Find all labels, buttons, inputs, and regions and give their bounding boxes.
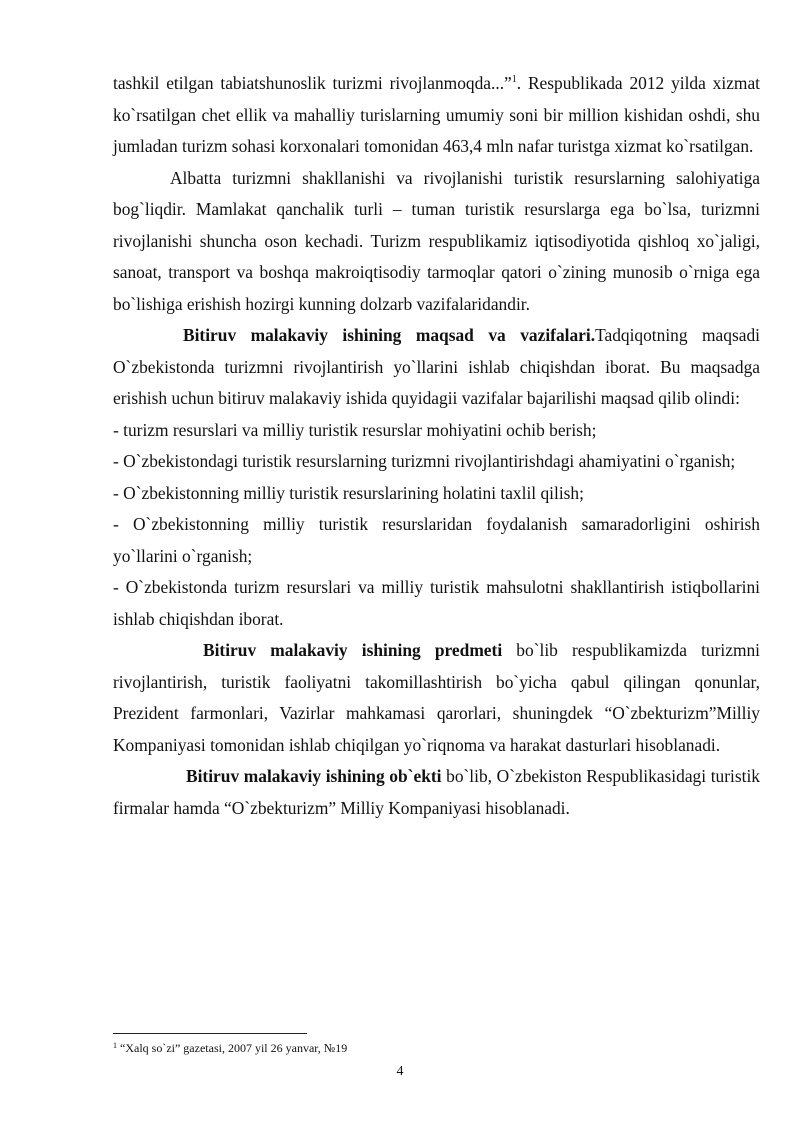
task-item: - O`zbekistondagi turistik resurslarning turizmni rivojlantirishdagi ahamiyatini o`rganish;: [113, 451, 736, 471]
footnote-text: “Xalq so`zi” gazetasi, 2007 yil 26 yanvar, №19: [117, 1041, 348, 1055]
paragraph-goals: [113, 320, 760, 415]
footnote: [113, 1040, 713, 1056]
page-number: 4: [396, 1064, 404, 1079]
task-item: - turizm resurslari va milliy turistik resurslar mohiyatini ochib berish;: [113, 419, 597, 440]
footnote-divider: [113, 1033, 307, 1034]
paragraph-intro-text-a: tashkil etilgan tabiatshunoslik turizmi rivojlanmoqda...”: [113, 73, 512, 93]
paragraph-intro: [113, 68, 760, 163]
body-text: [113, 68, 760, 824]
object-text: bo`lib, O`zbekiston Respublikasidagi turistik firmalar hamda “O`zbekturizm” Milliy Kompaniyasi hisoblanadi.: [113, 766, 760, 818]
object-heading: Bitiruv malakaviy ishining ob`ekti: [186, 766, 442, 786]
footnote-mark: 1: [113, 1041, 117, 1050]
footnote-reference: 1: [511, 74, 517, 85]
paragraph-intro-text-b: . Respublikada 2012 yilda xizmat ko`rsatilgan chet ellik va mahalliy turislarning umumiy soni bir million kishidan oshdi, shu jumladan turizm sohasi korxonalari tomonidan 463,4 mln nafar turistga xizmat ko`rsatilgan.: [113, 73, 760, 156]
subject-heading: Bitiruv malakaviy ishining predmeti: [203, 640, 503, 660]
paragraph-object: [113, 761, 760, 824]
paragraph-resources: Albatta turizmni shakllanishi va rivojlanishi turistik resurslarning salohiyatiga bog`liqdir. Mamlakat qanchalik turli – tuman turistik resurslarga ega bo`lsa, turizmni rivojlanishi shuncha oson kechadi. Turizm respublikamiz iqtisodiyotida qishloq xo`jaligi, sanoat, transport va boshqa makroiqtisodiy tarmoqlar qatori o`zining munosib o`rniga ega bo`lishiga erishish hozirgi kunning dolzarb vazifalaridandir.: [113, 167, 760, 314]
goals-heading: Bitiruv malakaviy ishining maqsad va vazifalari.: [183, 325, 596, 345]
paragraph-subject: [113, 635, 760, 761]
goals-text: Tadqiqotning maqsadi O`zbekistonda turizmni rivojlantirish yo`llarini ishlab chiqishdan iborat. Bu maqsadga erishish uchun bitiruv malakaviy ishida quyidagii vazifalar bajarilishi maqsad qilib olindi:: [113, 325, 760, 408]
subject-text: bo`lib respublikamizda turizmni rivojlantirish, turistik faoliyatni takomillashtirish bo`yicha qabul qilingan qonunlar, Prezident farmonlari, Vazirlar mahkamasi qarorlari, shuningdek “O`zbekturizm”Milliy Kompaniyasi tomonidan ishlab chiqilgan yo`riqnoma va harakat dasturlari hisoblanadi.: [113, 640, 760, 755]
task-item: - O`zbekistonning milliy turistik resurslarining holatini taxlil qilish;: [113, 482, 584, 503]
task-item: - O`zbekistonda turizm resurslari va milliy turistik mahsulotni shakllantirish istiqbollarini ishlab chiqishdan iborat.: [113, 577, 760, 629]
task-item: - O`zbekistonning milliy turistik resurslaridan foydalanish samaradorligini oshirish yo`llarini o`rganish;: [113, 514, 760, 566]
